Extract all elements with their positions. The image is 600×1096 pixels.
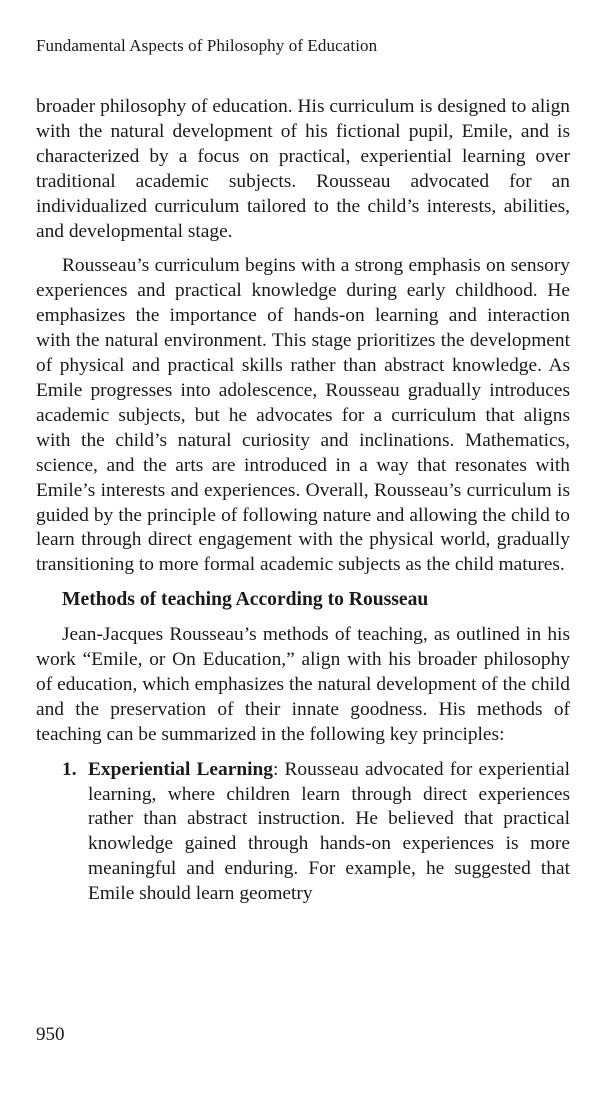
section-heading: Methods of teaching According to Rousseau (62, 589, 429, 611)
list-item-text: Rousseau advocated for experiential learning, where children learn through direct experiences rather than abstract instruction. He believed that practical knowledge gained through hands-on experiences is more meaningful and enduring. For example, he suggested that Emile should learn geometry (88, 758, 570, 905)
paragraph-continuation: broader philosophy of education. His curriculum is designed to align with the natural development of his fictional pupil, Emile, and is characterized by a focus on practical, experiential learning over traditional academic subjects. Rousseau advocated for an individualized curriculum tailored to the child’s interests, abilities, and developmental stage. (36, 96, 570, 242)
running-header: Fundamental Aspects of Philosophy of Education (36, 36, 378, 55)
page-number: 950 (36, 1024, 65, 1045)
paragraph-methods-intro: Jean-Jacques Rousseau’s methods of teaching, as outlined in his work “Emile, or On Education,” align with his broader philosophy of education, which emphasizes the natural development of the child and the preservation of their innate goodness. His methods of teaching can be summarized in the following key principles: (36, 624, 570, 745)
list-item (36, 758, 570, 907)
list-item-separator: : (272, 758, 279, 780)
paragraph-curriculum: Rousseau’s curriculum begins with a strong emphasis on sensory experiences and practical knowledge during early childhood. He emphasizes the importance of hands-on learning and interaction with the natural environment. This stage prioritizes the development of physical and practical skills rather than abstract knowledge. As Emile progresses into adolescence, Rousseau gradually introduces academic subjects, but he advocates for a curriculum that aligns with the child’s natural curiosity and inclinations. Mathematics, science, and the arts are introduced in a way that resonates with Emile’s interests and experiences. Overall, Rousseau’s curriculum is guided by the principle of following nature and allowing the child to learn through direct engagement with the physical world, gradually transitioning to more formal academic subjects as the child matures. (36, 255, 570, 576)
page-body (36, 95, 570, 907)
list-item-term: Experiential Learning (88, 758, 273, 780)
list-item-number: 1. (62, 758, 77, 780)
